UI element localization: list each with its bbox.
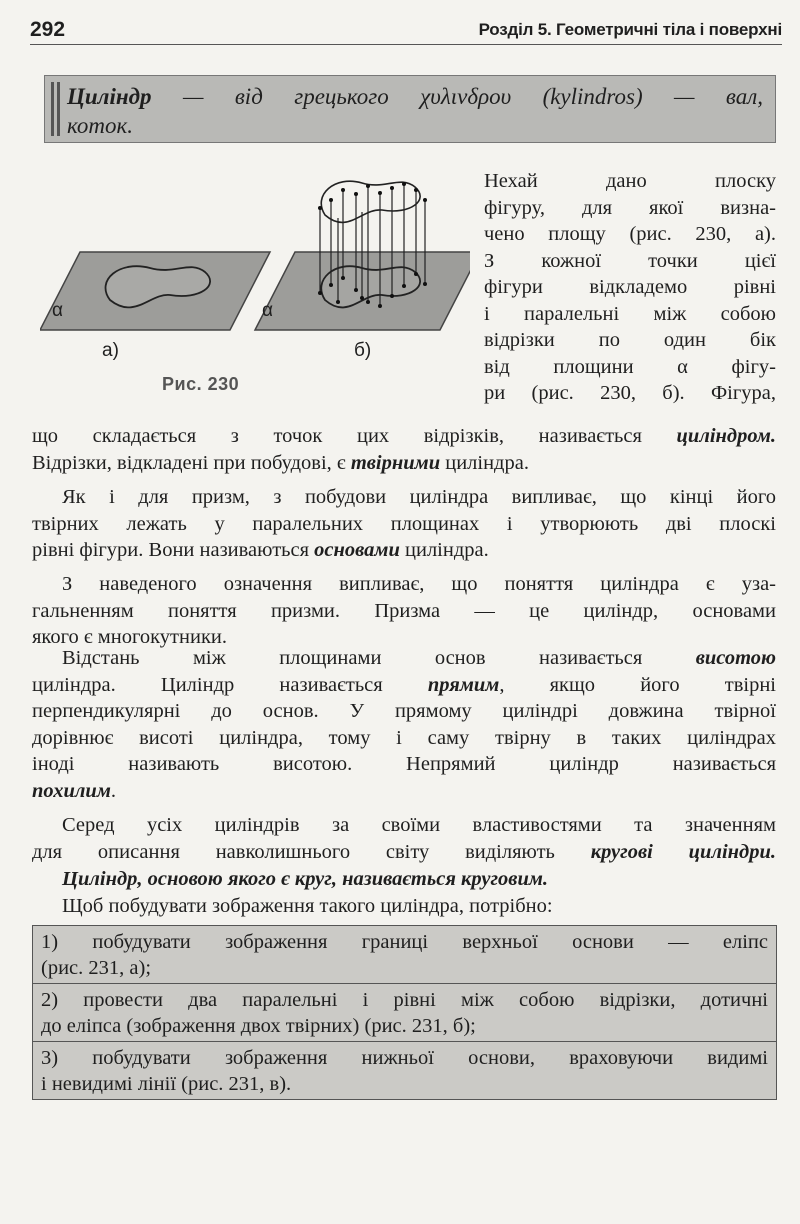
etymology-line2: коток.	[67, 113, 134, 138]
term-right: прямим	[427, 673, 500, 696]
step-3	[33, 1042, 776, 1099]
steps-intro	[32, 893, 776, 920]
step-line: 3) побудувати зображення нижньої основи, враховуючи видимі	[41, 1047, 768, 1069]
step-line: до еліпса (зображення двох твірних) (рис. 231, б);	[41, 1015, 476, 1037]
paragraph-definition-cylinder	[32, 423, 776, 476]
steps-box	[32, 925, 777, 1100]
text-run: циліндра.	[399, 539, 489, 561]
text-line: якого є многокутники.	[32, 626, 228, 648]
step-line: 2) провести два паралельні і рівні між собою відрізки, дотичні	[41, 989, 768, 1011]
text-run: Відрізки, відкладені при побудові, є	[32, 451, 351, 474]
intro-paragraph	[484, 168, 776, 407]
page-header	[30, 14, 782, 45]
cylinder-top	[321, 181, 420, 222]
text-line: твірних лежать у паралельних площинах і утворюють дві плоскі	[32, 512, 776, 535]
etymology-term: Циліндр	[67, 84, 152, 109]
text-line: перпендикулярні до основ. У прямому циліндрі довжина твірної	[32, 700, 776, 722]
text-line: З наведеного означення випливає, що поняття циліндра є уза-	[62, 573, 776, 595]
term-bases: основами	[314, 539, 400, 561]
term-circular-cylinders: кругові циліндри.	[590, 840, 776, 863]
step-1	[33, 926, 776, 984]
text-line: Як і для призм, з побудови циліндра випливає, що кінці його	[62, 486, 776, 508]
paragraph-generalization	[32, 571, 776, 651]
figure-caption: Рис. 230	[162, 374, 240, 394]
text-run: що складається з точок цих відрізків, називається	[32, 425, 677, 447]
intro-line: відрізки по один бік	[484, 329, 776, 351]
text-run: Відстань між площинами основ називається	[62, 647, 696, 669]
text-line: іноді називають висотою. Непрямий циліндр називається	[32, 753, 776, 775]
paragraph-circular	[32, 812, 776, 865]
paragraph-height	[32, 645, 776, 804]
text-run: для описання навколишнього світу виділяють	[32, 840, 591, 863]
page-number: 292	[30, 18, 66, 41]
text-run: циліндра. Циліндр називається	[32, 673, 428, 696]
intro-line: фігуру, для якої визна-	[484, 196, 776, 219]
term-cylinder: циліндром.	[676, 425, 776, 447]
etymology-bar	[57, 82, 60, 136]
step-2	[33, 984, 776, 1042]
intro-line: від площини α фігу-	[484, 355, 776, 378]
text-run: циліндра.	[440, 451, 529, 474]
text-run: , якщо його твірні	[499, 673, 777, 696]
definition-circular-cylinder	[32, 866, 776, 893]
text-run: рівні фігури. Вони називаються	[32, 539, 315, 561]
etymology-text	[67, 82, 763, 140]
term-oblique: похилим	[32, 779, 111, 802]
intro-line: ри (рис. 230, б). Фігура,	[484, 382, 776, 404]
step-line: 1) побудувати зображення границі верхньої основи — еліпс	[41, 931, 768, 953]
paragraph-bases	[32, 484, 776, 564]
step-line: і невидимі лінії (рис. 231, в).	[41, 1073, 292, 1095]
term-generators: твірними	[350, 451, 441, 474]
intro-line: фігури відкладемо рівні	[484, 276, 776, 298]
intro-line: чено площу (рис. 230, а).	[484, 223, 776, 245]
steps-intro-text: Щоб побудувати зображення такого циліндра, потрібно:	[62, 895, 553, 917]
text-line: гальненням поняття призми. Призма — це циліндр, основами	[32, 599, 776, 622]
alpha-label-b: α	[262, 300, 273, 321]
etymology-box	[44, 75, 776, 143]
definition-text: Циліндр, основою якого є круг, називається круговим.	[62, 868, 549, 890]
step-line: (рис. 231, а);	[41, 957, 152, 979]
term-height: висотою	[695, 647, 776, 669]
etymology-line1: — від грецького χυλινδρου (kylindros) — вал,	[151, 84, 763, 109]
intro-line: і паралельні між собою	[484, 302, 776, 325]
figure-230-drawing	[40, 160, 470, 400]
text-run: .	[110, 779, 116, 802]
intro-line: З кожної точки цієї	[484, 249, 776, 272]
figure-230	[40, 160, 470, 400]
figure-label-a: а)	[102, 340, 119, 361]
text-line: дорівнює висоті циліндра, тому і саму твірну в таких циліндрах	[32, 726, 776, 749]
text-line: Серед усіх циліндрів за своїми властивостями та значенням	[62, 814, 776, 836]
alpha-label-a: α	[52, 300, 63, 321]
running-title: Розділ 5. Геометричні тіла і поверхні	[478, 20, 782, 39]
intro-line: Нехай дано плоску	[484, 170, 776, 192]
etymology-bar	[51, 82, 54, 136]
figure-label-b: б)	[354, 340, 372, 361]
